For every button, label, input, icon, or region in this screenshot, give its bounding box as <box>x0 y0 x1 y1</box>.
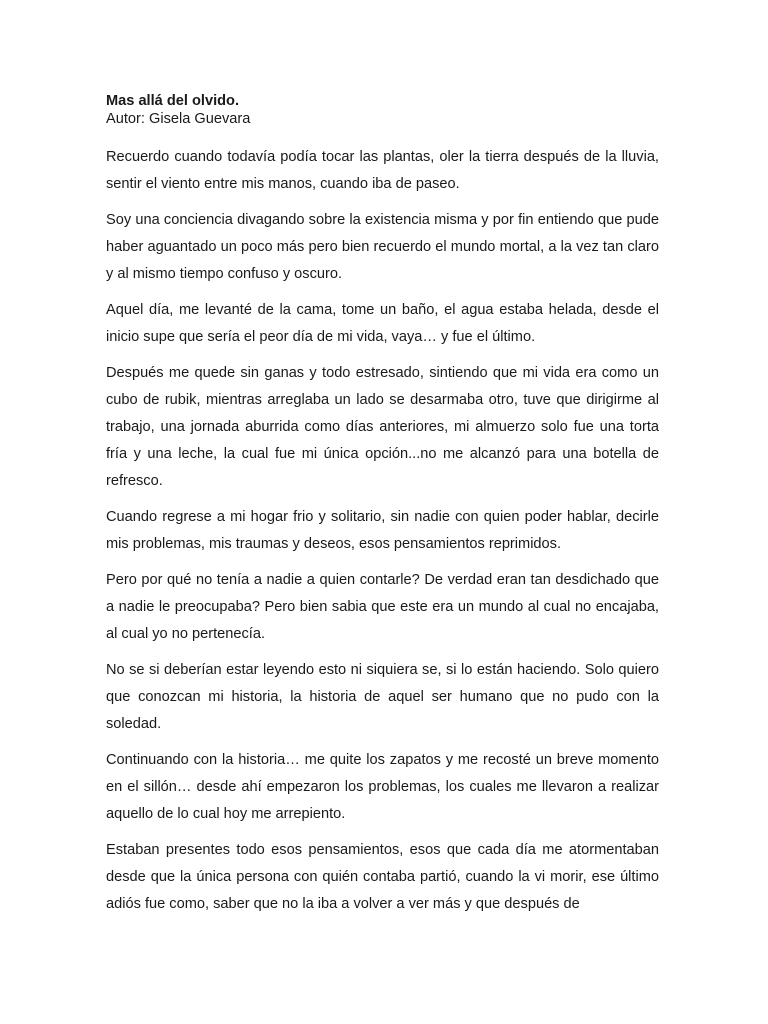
paragraph: No se si deberían estar leyendo esto ni siquiera se, si lo están haciendo. Solo quiero que conozcan mi historia, la historia de aquel ser humano que no pudo con la soledad. <box>106 662 659 732</box>
paragraph: Estaban presentes todo esos pensamientos, esos que cada día me atormentaban desde que la única persona con quién contaba partió, cuando la vi morir, ese último adiós fue como, saber que no la iba a volver a ver más y que después de <box>106 842 659 912</box>
paragraph: Recuerdo cuando todavía podía tocar las plantas, oler la tierra después de la lluvia, sentir el viento entre mis manos, cuando iba de paseo. <box>106 149 659 192</box>
paragraph: Cuando regrese a mi hogar frio y solitario, sin nadie con quien poder hablar, decirle mis problemas, mis traumas y deseos, esos pensamientos reprimidos. <box>106 509 659 552</box>
paragraph: Después me quede sin ganas y todo estresado, sintiendo que mi vida era como un cubo de rubik, mientras arreglaba un lado se desarmaba otro, tuve que dirigirme al trabajo, una jornada aburrida como días anteriores, mi almuerzo solo fue una torta fría y una leche, la cual fue mi única opción...no me alcanzó para una botella de refresco. <box>106 365 659 489</box>
paragraph: Aquel día, me levanté de la cama, tome un baño, el agua estaba helada, desde el inicio supe que sería el peor día de mi vida, vaya… y fue el último. <box>106 302 659 345</box>
paragraph: Continuando con la historia… me quite los zapatos y me recosté un breve momento en el sillón… desde ahí empezaron los problemas, los cuales me llevaron a realizar aquello de lo cual hoy me arrepiento. <box>106 752 659 822</box>
document-body <box>106 92 659 927</box>
document-author: Autor: Gisela Guevara <box>106 111 251 127</box>
paragraph: Pero por qué no tenía a nadie a quien contarle? De verdad eran tan desdichado que a nadie le preocupaba? Pero bien sabia que este era un mundo al cual no encajaba, al cual yo no pertenecía. <box>106 572 659 642</box>
paragraph: Soy una conciencia divagando sobre la existencia misma y por fin entiendo que pude haber aguantado un poco más pero bien recuerdo el mundo mortal, a la vez tan claro y al mismo tiempo confuso y oscuro. <box>106 212 659 282</box>
document-title: Mas allá del olvido. <box>106 93 240 109</box>
document-header <box>106 92 659 128</box>
